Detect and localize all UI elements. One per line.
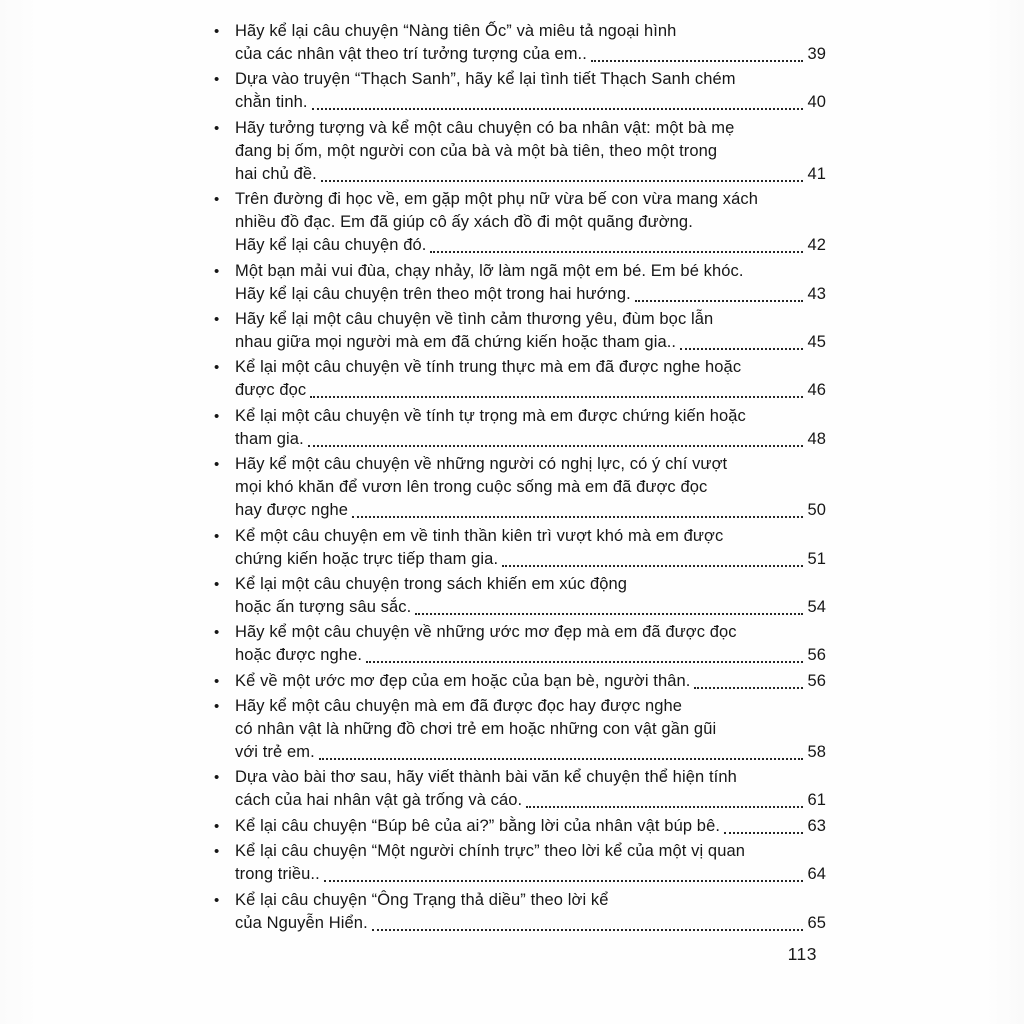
dot-leader: [372, 929, 803, 931]
toc-entry-text: của Nguyễn Hiển.: [235, 913, 368, 932]
toc-entry-lastline: [235, 815, 826, 838]
toc-entry-pagenum: 61: [807, 791, 826, 810]
toc-entry-line: Kể lại một câu chuyện trong sách khiến em xúc động: [235, 574, 628, 593]
toc-entry-pagenum: 56: [807, 646, 826, 665]
toc-entry-text: hoặc ấn tượng sâu sắc.: [235, 597, 412, 616]
toc-entry-pagenum: 51: [807, 549, 826, 568]
toc-entry: [235, 188, 826, 257]
bullet-icon: •: [214, 672, 220, 690]
toc-entry-line: Trên đường đi học về, em gặp một phụ nữ vừa bế con vừa mang xách: [235, 190, 759, 209]
toc-item: [214, 815, 826, 838]
bullet-icon: •: [214, 891, 220, 909]
toc-entry: [235, 356, 826, 402]
toc-entry: [235, 621, 826, 667]
toc-entry-lastline: [235, 670, 826, 693]
dot-leader: [591, 60, 803, 62]
toc-entry-line: Hãy tưởng tượng và kể một câu chuyện có ba nhân vật: một bà mẹ: [235, 118, 735, 137]
toc-item: [214, 453, 826, 522]
bullet-icon: •: [214, 527, 220, 545]
dot-leader: [319, 758, 803, 760]
toc-entry-line: Hãy kể lại câu chuyện “Nàng tiên Ốc” và miêu tả ngoại hình: [235, 22, 677, 40]
dot-leader: [324, 880, 803, 882]
toc-entry-line: Hãy kể một câu chuyện mà em đã được đọc hay được nghe: [235, 697, 683, 716]
toc-entry: [235, 308, 826, 354]
toc-entry-line: nhiều đồ đạc. Em đã giúp cô ấy xách đồ đi một quãng đường.: [235, 213, 693, 232]
dot-leader: [526, 806, 803, 808]
toc-entry-text: chằn tinh.: [235, 93, 308, 112]
toc-entry-line: Kể một câu chuyện em về tinh thần kiên trì vượt khó mà em được: [235, 526, 724, 545]
toc-entry: [235, 766, 826, 812]
toc-entry-line: Kể lại một câu chuyện về tính trung thực mà em đã được nghe hoặc: [235, 358, 742, 377]
toc-entry-line: mọi khó khăn để vươn lên trong cuộc sống mà em đã được đọc: [235, 478, 708, 497]
toc-entry: [235, 670, 826, 693]
bullet-icon: •: [214, 71, 220, 89]
toc-entry-text: Hãy kể lại câu chuyện đó.: [235, 236, 427, 255]
bullet-icon: •: [214, 843, 220, 861]
toc-item: [214, 695, 826, 764]
toc-entry-pagenum: 43: [807, 284, 826, 303]
toc-entry: [235, 260, 826, 306]
dot-leader: [430, 251, 803, 253]
toc-entry-pagenum: 39: [807, 45, 826, 63]
toc-entry-pagenum: 48: [807, 429, 826, 448]
dot-leader: [310, 396, 803, 398]
toc-entry: [235, 695, 826, 764]
bullet-icon: •: [214, 817, 220, 835]
toc-item: [214, 840, 826, 886]
toc-item: [214, 260, 826, 306]
bullet-icon: •: [214, 575, 220, 593]
toc-entry-pagenum: 40: [807, 93, 826, 112]
toc-entry-line: Hãy kể một câu chuyện về những ước mơ đẹp mà em đã được đọc: [235, 623, 737, 642]
toc-entry-lastline: [235, 499, 826, 522]
dot-leader: [502, 565, 803, 567]
toc-entry-line: Một bạn mải vui đùa, chạy nhảy, lỡ làm ngã một em bé. Em bé khóc.: [235, 261, 744, 280]
toc-item: [214, 117, 826, 186]
toc-item: [214, 525, 826, 571]
toc-entry-lastline: [235, 863, 826, 886]
bullet-icon: •: [214, 119, 220, 137]
toc-entry: [235, 525, 826, 571]
toc-entry-lastline: [235, 596, 826, 619]
toc-entry-text: nhau giữa mọi người mà em đã chứng kiến hoặc tham gia..: [235, 332, 677, 351]
toc-entry: [235, 815, 826, 838]
dot-leader: [694, 687, 803, 689]
toc-entry-pagenum: 42: [807, 236, 826, 255]
bullet-icon: •: [214, 698, 220, 716]
bullet-icon: •: [214, 624, 220, 642]
bullet-icon: •: [214, 359, 220, 377]
dot-leader: [366, 661, 803, 663]
toc-entry-lastline: [235, 331, 826, 354]
toc-entry-pagenum: 64: [807, 865, 826, 884]
toc-entry-pagenum: 56: [807, 671, 826, 690]
toc-item: [214, 405, 826, 451]
toc-entry-lastline: [235, 283, 826, 306]
dot-leader: [352, 516, 803, 518]
toc-entry-lastline: [235, 548, 826, 571]
toc-item: [214, 889, 826, 935]
toc-entry: [235, 20, 826, 66]
toc-item: [214, 68, 826, 114]
bullet-icon: •: [214, 262, 220, 280]
toc-item: [214, 766, 826, 812]
toc-entry-lastline: [235, 163, 826, 186]
bullet-icon: •: [214, 310, 220, 328]
toc-entry: [235, 573, 826, 619]
toc-entry-lastline: [235, 379, 826, 402]
toc-entry-pagenum: 45: [807, 332, 826, 351]
toc-entry-text: với trẻ em.: [235, 743, 315, 762]
dot-leader: [415, 613, 803, 615]
toc-entry-text: Kể lại câu chuyện “Búp bê của ai?” bằng lời của nhân vật búp bê.: [235, 816, 721, 835]
toc-entry-pagenum: 54: [807, 597, 826, 616]
toc-entry-text: được đọc: [235, 381, 307, 400]
toc-entry-line: Kể lại câu chuyện “Một người chính trực” theo lời kể của một vị quan: [235, 842, 746, 861]
toc-entry-line: Hãy kể lại một câu chuyện về tình cảm thương yêu, đùm bọc lẫn: [235, 309, 714, 328]
dot-leader: [312, 108, 803, 110]
toc-entry-lastline: [235, 741, 826, 764]
toc-list: [214, 20, 826, 937]
toc-entry-text: hay được nghe: [235, 501, 349, 520]
toc-entry-line: Kể lại câu chuyện “Ông Trạng thả diều” theo lời kể: [235, 890, 609, 909]
bullet-icon: •: [214, 407, 220, 425]
toc-item: [214, 573, 826, 619]
dot-leader: [635, 300, 803, 302]
toc-entry-pagenum: 65: [807, 913, 826, 932]
toc-entry: [235, 68, 826, 114]
toc-entry-lastline: [235, 234, 826, 257]
dot-leader: [724, 832, 803, 834]
toc-entry-pagenum: 41: [807, 164, 826, 183]
toc-entry-lastline: [235, 789, 826, 812]
toc-entry: [235, 889, 826, 935]
toc-entry-text: của các nhân vật theo trí tưởng tượng của em..: [235, 45, 587, 63]
toc-entry-text: hai chủ đề.: [235, 164, 317, 183]
toc-item: [214, 308, 826, 354]
toc-entry-lastline: [235, 43, 826, 66]
page-number: 113: [787, 944, 817, 964]
toc-entry-pagenum: 46: [807, 381, 826, 400]
toc-entry: [235, 405, 826, 451]
toc-entry: [235, 453, 826, 522]
toc-entry-line: Kể lại một câu chuyện về tính tự trọng mà em được chứng kiến hoặc: [235, 406, 746, 425]
toc-entry-text: Hãy kể lại câu chuyện trên theo một trong hai hướng.: [235, 284, 631, 303]
toc-entry-pagenum: 50: [807, 501, 826, 520]
toc-entry-text: hoặc được nghe.: [235, 646, 363, 665]
bullet-icon: •: [214, 769, 220, 787]
toc-item: [214, 621, 826, 667]
toc-entry-lastline: [235, 644, 826, 667]
toc-entry-text: tham gia.: [235, 429, 304, 448]
toc-entry-line: Dựa vào truyện “Thạch Sanh”, hãy kể lại tình tiết Thạch Sanh chém: [235, 70, 736, 89]
toc-entry-lastline: [235, 912, 826, 935]
toc-entry: [235, 117, 826, 186]
toc-entry-text: Kể về một ước mơ đẹp của em hoặc của bạn bè, người thân.: [235, 671, 691, 690]
toc-entry-line: Dựa vào bài thơ sau, hãy viết thành bài văn kể chuyện thể hiện tính: [235, 768, 737, 787]
toc-entry-text: cách của hai nhân vật gà trống và cáo.: [235, 791, 523, 810]
toc-item: [214, 188, 826, 257]
dot-leader: [321, 180, 803, 182]
toc-entry-pagenum: 58: [807, 743, 826, 762]
bullet-icon: •: [214, 191, 220, 209]
dot-leader: [308, 445, 803, 447]
toc-entry-line: đang bị ốm, một người con của bà và một bà tiên, theo một trong: [235, 141, 718, 160]
toc-entry-lastline: [235, 428, 826, 451]
toc-entry-text: chứng kiến hoặc trực tiếp tham gia.: [235, 549, 499, 568]
bullet-icon: •: [214, 456, 220, 474]
toc-entry-pagenum: 63: [807, 816, 826, 835]
toc-item: [214, 670, 826, 693]
toc-entry-text: trong triều..: [235, 865, 320, 884]
dot-leader: [680, 348, 803, 350]
toc-entry: [235, 840, 826, 886]
toc-item: [214, 20, 826, 66]
toc-entry-line: có nhân vật là những đồ chơi trẻ em hoặc những con vật gần gũi: [235, 720, 717, 739]
bullet-icon: •: [214, 23, 220, 40]
toc-item: [214, 356, 826, 402]
toc-entry-line: Hãy kể một câu chuyện về những người có nghị lực, có ý chí vượt: [235, 455, 728, 474]
toc-entry-lastline: [235, 91, 826, 114]
